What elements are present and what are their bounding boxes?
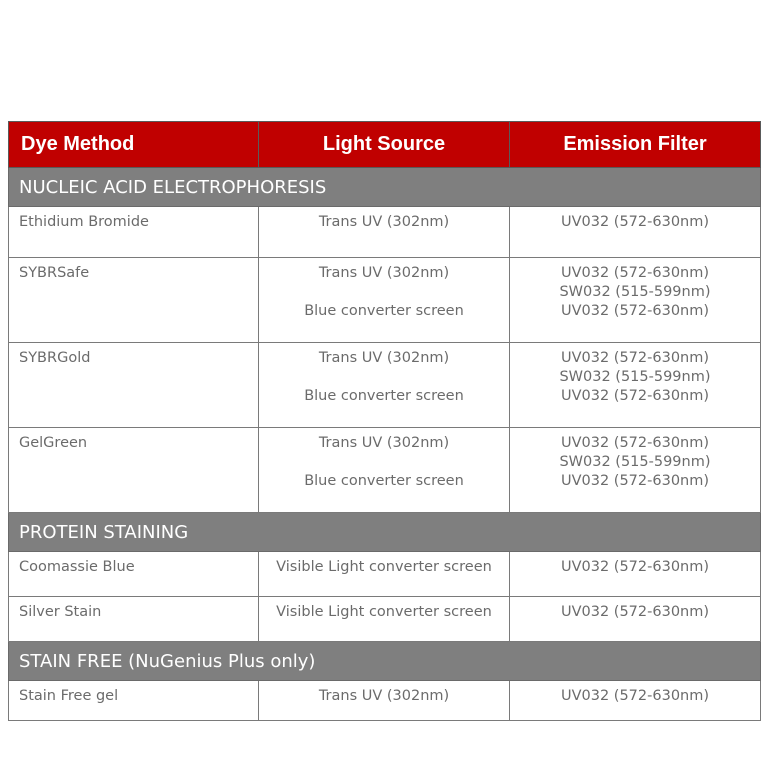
filter-text: UV032 (572-630nm) (560, 473, 710, 489)
dye-cell: SYBRGold (9, 343, 259, 428)
dye-method-table (8, 121, 761, 721)
light-source-cell (259, 428, 510, 513)
dye-cell: Stain Free gel (9, 681, 259, 721)
light-source-cell (259, 207, 510, 258)
header-light-source: Light Source (259, 122, 510, 168)
section-row-nucleic-acid (9, 168, 761, 207)
dye-cell: Coomassie Blue (9, 552, 259, 597)
section-title: STAIN FREE (NuGenius Plus only) (9, 642, 761, 681)
emission-filter-cell (510, 258, 761, 343)
table-row (9, 258, 761, 343)
filter-text: SW032 (515-599nm) (559, 454, 711, 470)
filter-text: UV032 (572-630nm) (560, 388, 710, 404)
emission-filter-cell (510, 552, 761, 597)
light-source-text: Blue converter screen (304, 388, 464, 404)
light-source-cell (259, 343, 510, 428)
filter-text: SW032 (515-599nm) (559, 284, 711, 300)
filter-text: UV032 (572-630nm) (560, 214, 710, 230)
filter-text: UV032 (572-630nm) (560, 265, 710, 281)
table-row (9, 343, 761, 428)
emission-filter-cell (510, 681, 761, 721)
light-source-text: Trans UV (302nm) (318, 214, 450, 230)
light-source-text: Visible Light converter screen (276, 604, 492, 620)
table-row (9, 428, 761, 513)
emission-filter-cell (510, 597, 761, 642)
filter-text: UV032 (572-630nm) (560, 688, 710, 704)
emission-filter-cell (510, 343, 761, 428)
filter-text: UV032 (572-630nm) (560, 559, 710, 575)
section-row-protein-staining (9, 513, 761, 552)
filter-text: UV032 (572-630nm) (560, 604, 710, 620)
light-source-text: Blue converter screen (304, 303, 464, 319)
light-source-text: Trans UV (302nm) (318, 350, 450, 366)
section-row-stain-free (9, 642, 761, 681)
filter-text: UV032 (572-630nm) (560, 303, 710, 319)
header-dye-method: Dye Method (9, 122, 259, 168)
light-source-text: Trans UV (302nm) (318, 265, 450, 281)
emission-filter-cell (510, 207, 761, 258)
light-source-cell (259, 681, 510, 721)
emission-filter-cell (510, 428, 761, 513)
light-source-text: Visible Light converter screen (276, 559, 492, 575)
filter-text: UV032 (572-630nm) (560, 435, 710, 451)
table-row (9, 552, 761, 597)
table-row (9, 597, 761, 642)
light-source-text: Trans UV (302nm) (318, 688, 450, 704)
dye-cell: Silver Stain (9, 597, 259, 642)
light-source-cell (259, 597, 510, 642)
header-row (9, 122, 761, 168)
light-source-text: Blue converter screen (304, 473, 464, 489)
header-emission-filter: Emission Filter (510, 122, 761, 168)
table-row (9, 207, 761, 258)
section-title: PROTEIN STAINING (9, 513, 761, 552)
light-source-cell (259, 552, 510, 597)
filter-text: SW032 (515-599nm) (559, 369, 711, 385)
section-title: NUCLEIC ACID ELECTROPHORESIS (9, 168, 761, 207)
light-source-cell (259, 258, 510, 343)
dye-cell: SYBRSafe (9, 258, 259, 343)
light-source-text: Trans UV (302nm) (318, 435, 450, 451)
dye-cell: GelGreen (9, 428, 259, 513)
table-row (9, 681, 761, 721)
filter-text: UV032 (572-630nm) (560, 350, 710, 366)
dye-cell: Ethidium Bromide (9, 207, 259, 258)
